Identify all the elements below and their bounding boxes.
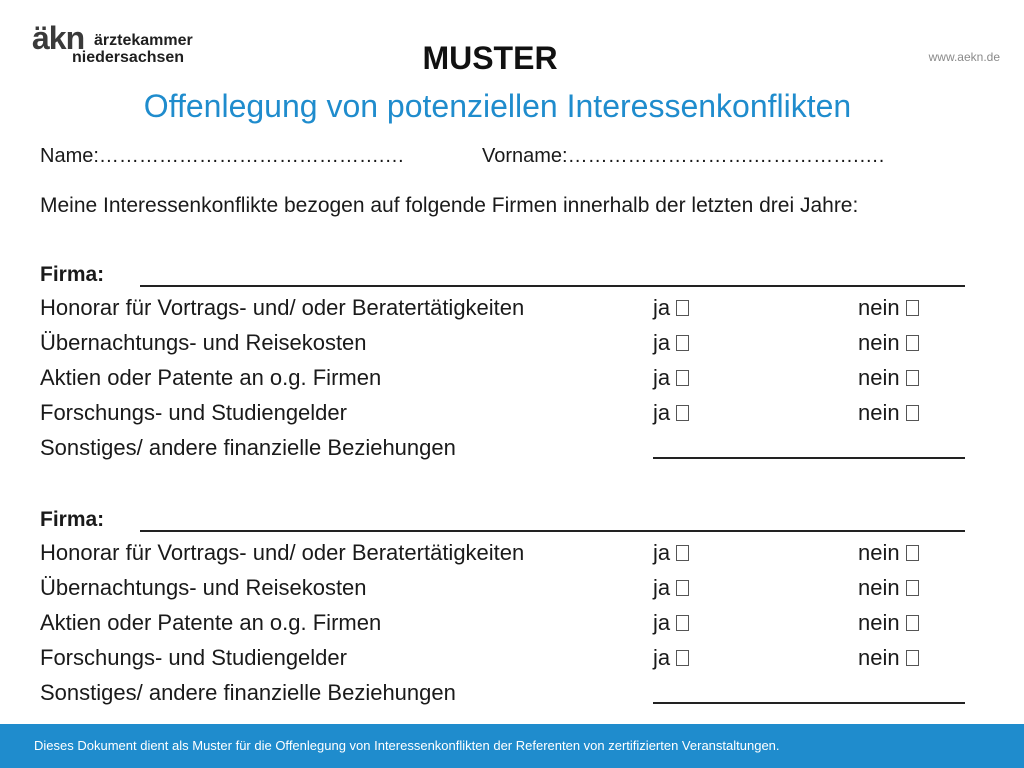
nein-option[interactable] [858,570,919,605]
checkbox-icon[interactable] [676,370,689,386]
question-row [40,360,980,395]
question-row [40,325,980,360]
logo-text-line2: niedersachsen [72,49,185,66]
other-label: Sonstiges/ andere finanzielle Beziehungen [40,435,456,460]
checkbox-icon[interactable] [676,335,689,351]
ja-label: ja [653,610,671,635]
checkbox-icon[interactable] [906,580,919,596]
firma-label: Firma: [40,263,105,286]
question-label: Aktien oder Patente an o.g. Firmen [40,365,382,390]
nein-label: nein [858,540,900,565]
ja-option[interactable] [653,640,689,675]
checkbox-icon[interactable] [676,580,689,596]
ja-label: ja [653,575,671,600]
other-row [40,430,980,465]
intro-text: Meine Interessenkonflikte bezogen auf folgende Firmen innerhalb der letzten drei Jahre: [40,194,859,217]
firma-block-1 [40,260,980,465]
question-label: Honorar für Vortrags- und/ oder Beratertätigkeiten [40,295,525,320]
logo-text-line1: ärztekammer [94,32,193,49]
nein-label: nein [858,610,900,635]
page-title: Offenlegung von potenziellen Interessenkonflikten [143,88,852,124]
other-row [40,675,980,710]
firma-row [40,260,980,290]
ja-option[interactable] [653,325,689,360]
logo-mark: äkn [32,20,85,56]
nein-label: nein [858,365,900,390]
nein-option[interactable] [858,535,919,570]
checkbox-icon[interactable] [676,650,689,666]
nein-option[interactable] [858,360,919,395]
nein-label: nein [858,645,900,670]
firma-row [40,505,980,535]
ja-option[interactable] [653,290,689,325]
other-input-line[interactable] [653,702,965,704]
question-row [40,395,980,430]
firma-input-line[interactable] [140,530,965,532]
other-label: Sonstiges/ andere finanzielle Beziehungen [40,680,456,705]
question-label: Forschungs- und Studiengelder [40,400,347,425]
ja-label: ja [653,645,671,670]
firma-label: Firma: [40,508,105,531]
nein-option[interactable] [858,395,919,430]
name-field[interactable]: Name:…………………………………….… [40,145,405,167]
nein-label: nein [858,330,900,355]
ja-label: ja [653,540,671,565]
footer-bar [0,724,1024,768]
nein-option[interactable] [858,605,919,640]
question-row [40,535,980,570]
checkbox-icon[interactable] [906,335,919,351]
checkbox-icon[interactable] [676,405,689,421]
nein-option[interactable] [858,325,919,360]
nein-option[interactable] [858,640,919,675]
checkbox-icon[interactable] [906,370,919,386]
question-label: Honorar für Vortrags- und/ oder Beratertätigkeiten [40,540,525,565]
ja-option[interactable] [653,535,689,570]
ja-option[interactable] [653,605,689,640]
question-label: Übernachtungs- und Reisekosten [40,330,367,355]
question-row [40,605,980,640]
checkbox-icon[interactable] [676,545,689,561]
question-row [40,570,980,605]
name-row [40,144,1000,168]
question-label: Aktien oder Patente an o.g. Firmen [40,610,382,635]
checkbox-icon[interactable] [906,405,919,421]
firma-block-2 [40,505,980,710]
question-label: Übernachtungs- und Reisekosten [40,575,367,600]
ja-option[interactable] [653,360,689,395]
question-row [40,640,980,675]
footer-text: Dieses Dokument dient als Muster für die Offenlegung von Interessenkonflikten der Referenten von zertifizierten Veranstaltungen. [34,738,780,753]
question-label: Forschungs- und Studiengelder [40,645,347,670]
nein-label: nein [858,575,900,600]
ja-label: ja [653,330,671,355]
ja-label: ja [653,400,671,425]
vorname-field[interactable]: Vorname:……………………….…………….…. [482,145,885,167]
nein-option[interactable] [858,290,919,325]
checkbox-icon[interactable] [906,615,919,631]
checkbox-icon[interactable] [676,615,689,631]
question-row [40,290,980,325]
ja-option[interactable] [653,570,689,605]
ja-label: ja [653,295,671,320]
other-input-line[interactable] [653,457,965,459]
checkbox-icon[interactable] [906,650,919,666]
website-url: www.aekn.de [928,50,1000,64]
checkbox-icon[interactable] [906,545,919,561]
nein-label: nein [858,400,900,425]
ja-label: ja [653,365,671,390]
checkbox-icon[interactable] [676,300,689,316]
nein-label: nein [858,295,900,320]
muster-heading: MUSTER [422,40,558,76]
ja-option[interactable] [653,395,689,430]
firma-input-line[interactable] [140,285,965,287]
checkbox-icon[interactable] [906,300,919,316]
